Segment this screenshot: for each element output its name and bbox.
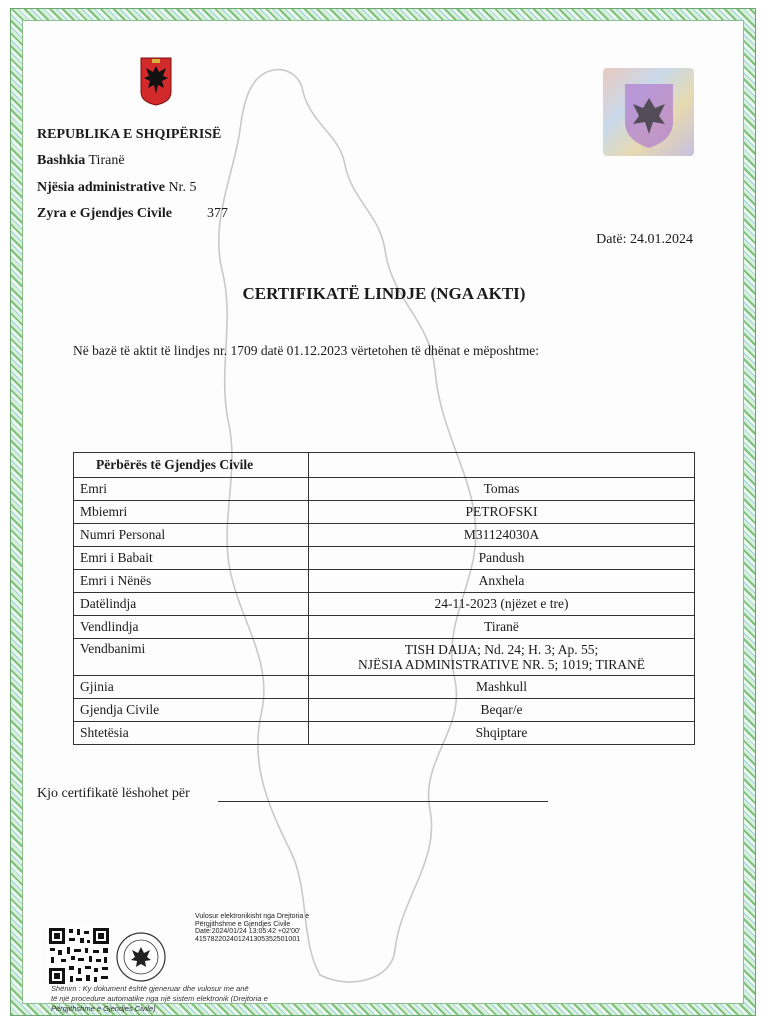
certificate-title: CERTIFIKATË LINDJE (NGA AKTI) [242,284,526,303]
issued-for-blank-line [218,801,548,802]
footnote-line-1: Shënim : Ky dokument është gjeneruar dhe vulosur me anë [51,984,249,993]
table-row [74,524,695,547]
table-header-row [74,453,695,478]
electronic-seal-text [195,913,309,943]
table-header-empty [309,453,695,478]
table-row [74,639,695,676]
row-value-surname: PETROFSKI [309,501,695,524]
row-label-name: Emri [74,478,309,501]
qr-code-icon [47,926,111,986]
esign-line-3: Date:2024/01/24 13:05:42 +02'00' [195,928,301,936]
municipality-value: Tiranë [88,153,125,168]
row-value-birth-date: 24-11-2023 (njëzet e tre) [309,593,695,616]
republic-name: REPUBLIKA E SHQIPËRISË [37,127,222,142]
row-label-civil-status: Gjendja Civile [74,699,309,722]
row-value-citizenship: Shqiptare [309,722,695,745]
table-header: Përbërës të Gjendjes Civile [74,453,309,478]
administrative-unit-value: Nr. 5 [168,180,197,195]
albanian-emblem-icon [139,56,173,106]
issue-date-value: 24.01.2024 [630,232,693,247]
administrative-unit-label: Njësia administrative [37,180,165,195]
row-value-gender: Mashkull [309,676,695,699]
row-label-residence: Vendbanimi [74,639,309,676]
municipality-label: Bashkia [37,153,86,168]
esign-line-1: Vulosur elektronikisht nga Drejtoria e [195,913,310,920]
row-label-father-name: Emri i Babait [74,547,309,570]
residence-line-1: TISH DAIJA; Nd. 24; H. 3; Ap. 55; [404,642,599,657]
row-label-gender: Gjinia [74,676,309,699]
civil-office-number: 377 [207,206,228,221]
table-row [74,676,695,699]
administrative-unit [37,180,196,196]
table-row [74,722,695,745]
row-value-residence [309,639,695,676]
hologram-seal-icon [603,68,694,156]
issued-for-label: Kjo certifikatë lëshohet për [37,786,190,801]
residence-line-2: NJËSIA ADMINISTRATIVE NR. 5; 1019; TIRANË [357,657,645,672]
row-value-father-name: Pandush [309,547,695,570]
row-label-surname: Mbiemri [74,501,309,524]
table-row [74,478,695,501]
footnote-line-3: Përgjithshme e Gjendjes Civile) [51,1004,156,1013]
row-value-personal-number: M31124030A [309,524,695,547]
table-row [74,501,695,524]
row-value-mother-name: Anxhela [309,570,695,593]
row-value-civil-status: Beqar/e [309,699,695,722]
table-row [74,616,695,639]
table-row [74,593,695,616]
row-label-citizenship: Shtetësia [74,722,309,745]
row-value-name: Tomas [309,478,695,501]
footnote [51,984,268,1014]
stamp-seal-icon [115,931,167,983]
table-row [74,699,695,722]
issue-date [596,232,693,248]
intro-text: Në bazë të aktit të lindjes nr. 1709 datë 01.12.2023 vërtetohen të dhënat e mëposhtme: [73,343,539,358]
municipality [37,153,125,169]
esign-line-2: Përgjithshme e Gjendjes Civile [195,920,291,928]
row-label-personal-number: Numri Personal [74,524,309,547]
table-row [74,570,695,593]
row-label-birth-date: Datëlindja [74,593,309,616]
table-row [74,547,695,570]
footnote-line-2: të një procedure automatike nga një sistem elektronik (Drejtoria e [51,994,268,1003]
issue-date-label: Datë: [596,232,627,247]
civil-data-table [73,452,695,745]
civil-office-label: Zyra e Gjendjes Civile [37,206,172,221]
row-label-birth-place: Vendlindja [74,616,309,639]
row-label-mother-name: Emri i Nënës [74,570,309,593]
row-value-birth-place: Tiranë [309,616,695,639]
esign-line-4: 41578220240124130535250100​1 [195,935,301,943]
civil-office [37,206,172,222]
